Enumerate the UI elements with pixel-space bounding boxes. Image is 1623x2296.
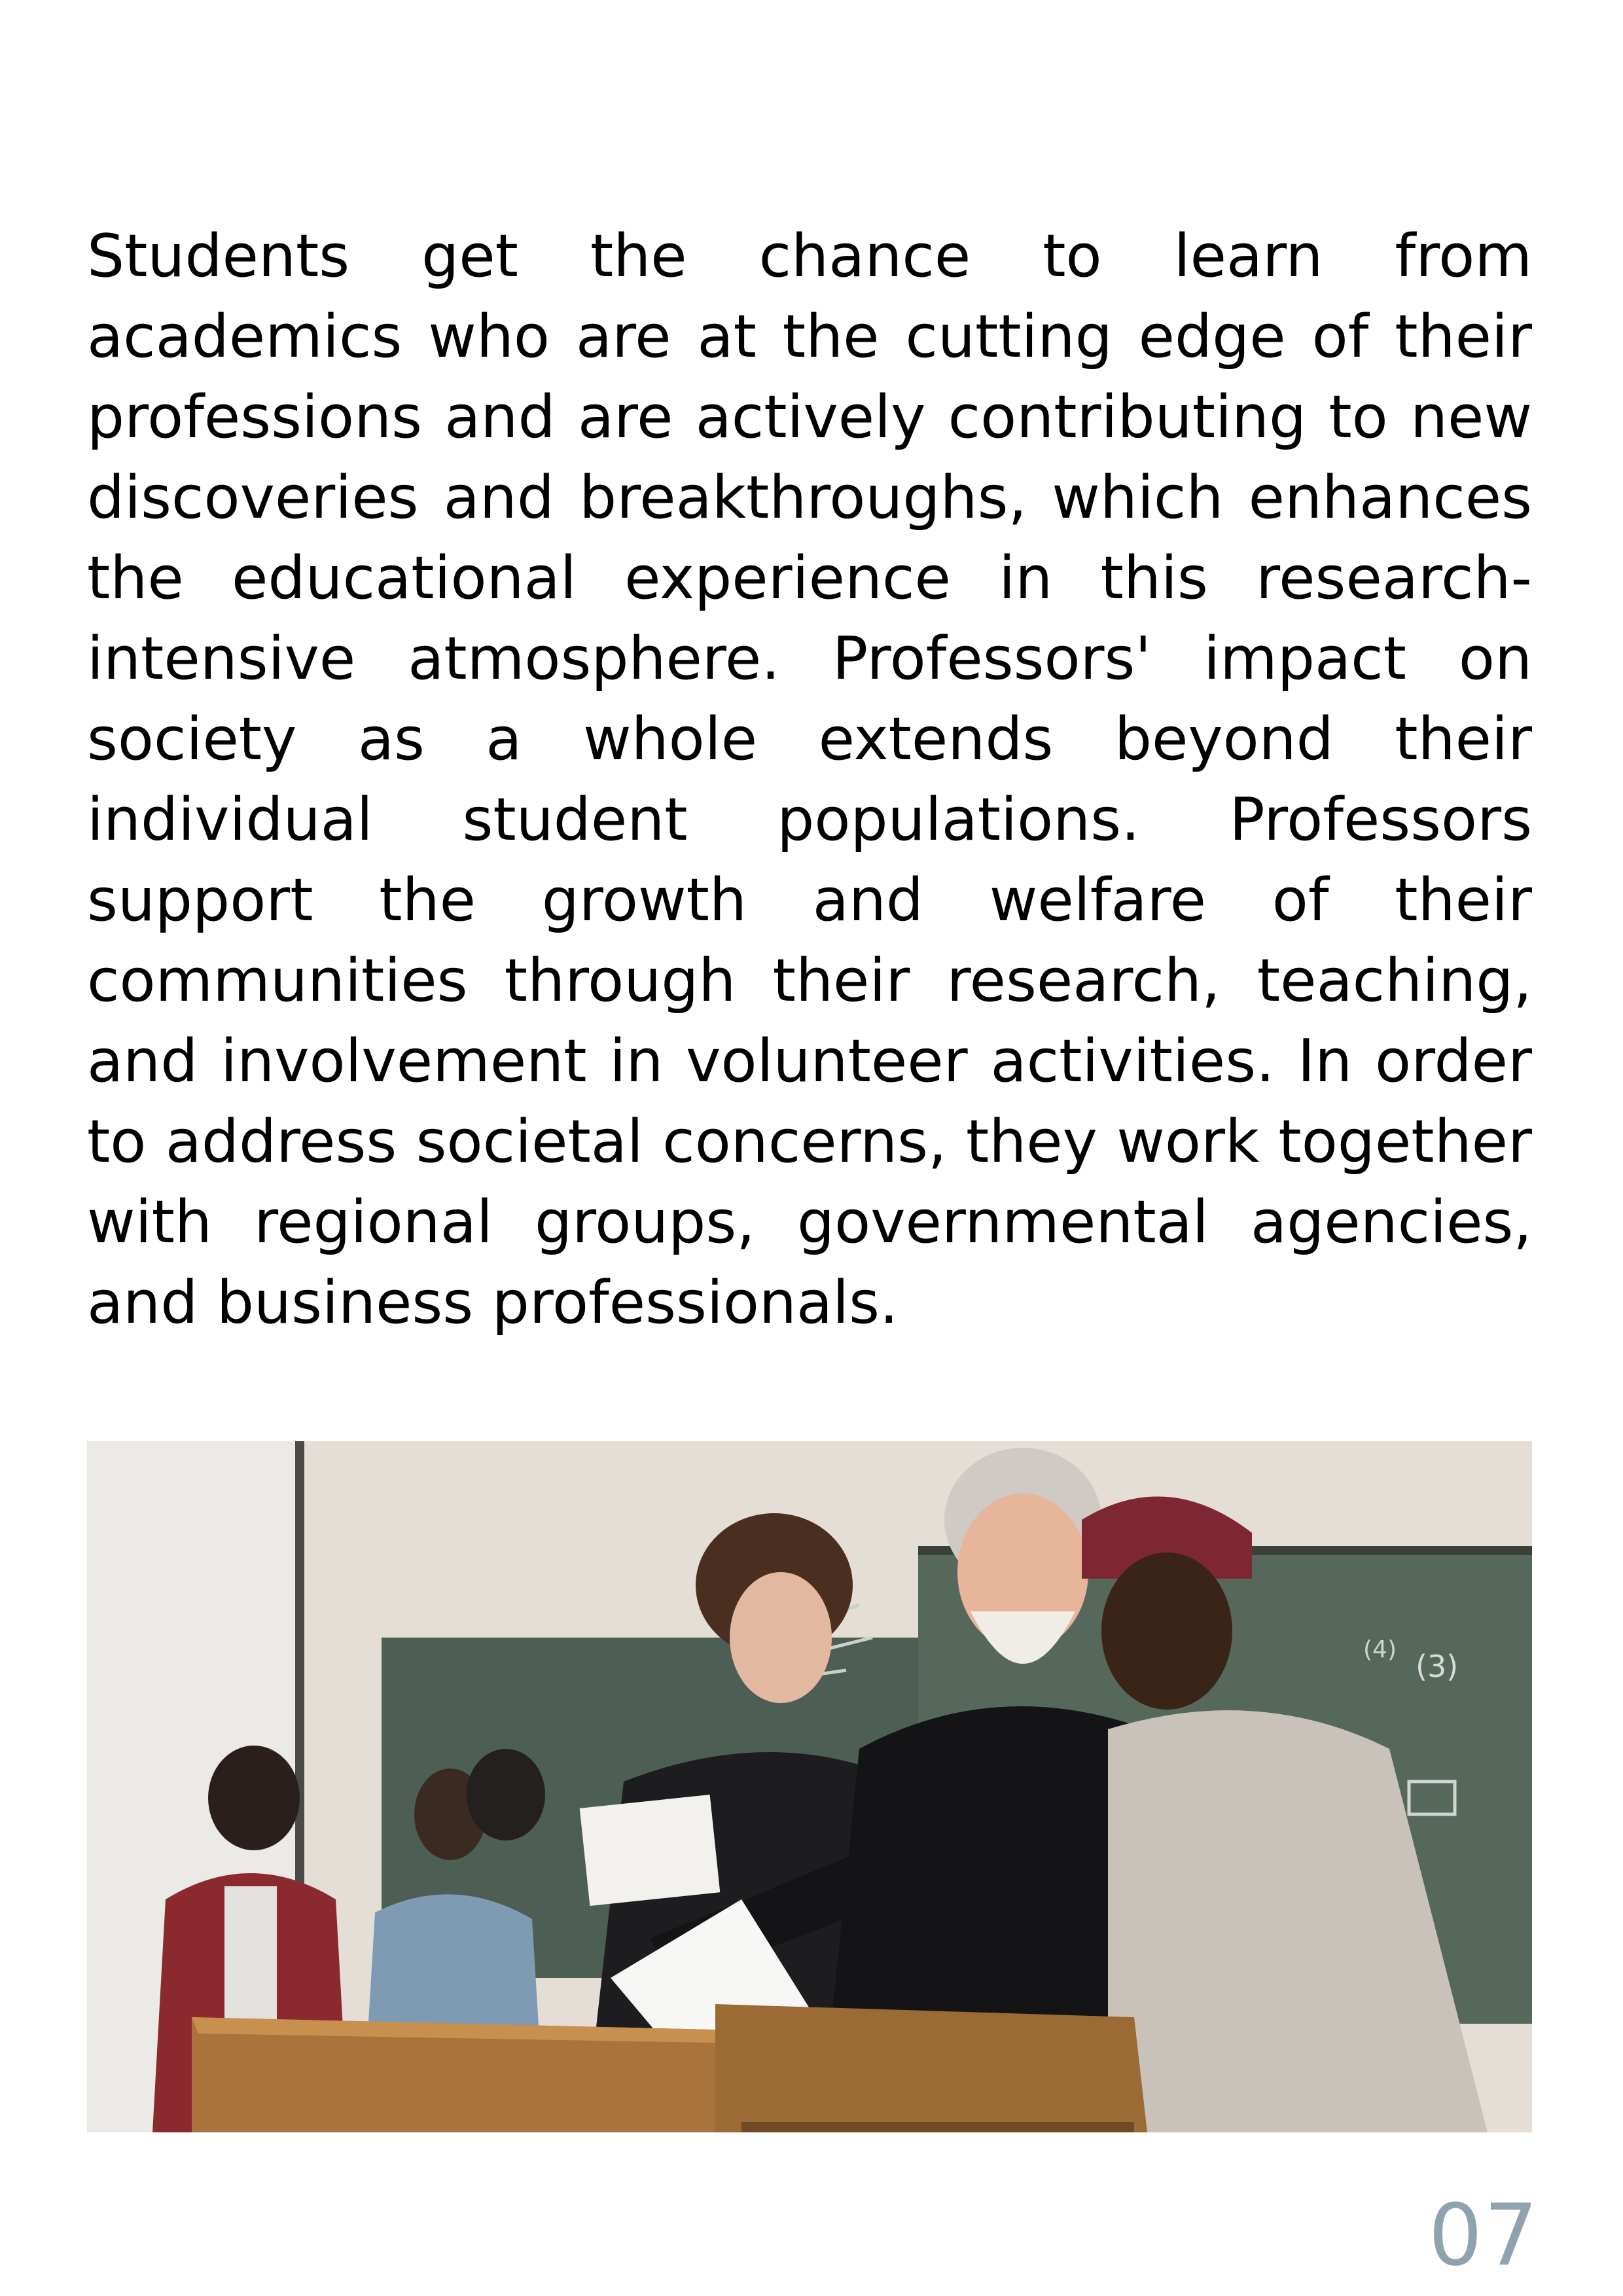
svg-text:(3): (3) [1416,1649,1459,1684]
svg-text:(4): (4) [1363,1636,1397,1663]
body-paragraph: Students get the chance to learn from academics who are at the cutting edge of their professions and are actively contributing to new discoveries and breakthroughs, which enhances the educational experience in this research-intensive atmosphere. Professors' impact on society as a whole extends beyond their individual student populations. Professors support the growth and welfare of their communities through their research, teaching, and involvement in volunteer activities. In order to address societal concerns, they work together with regional groups, governmental agencies, and business professionals. [87,222,1532,1337]
classroom-photo [87,1441,1532,2132]
classroom-photo-illustration [87,1441,1532,2132]
page-number: 07 [1428,2185,1539,2285]
